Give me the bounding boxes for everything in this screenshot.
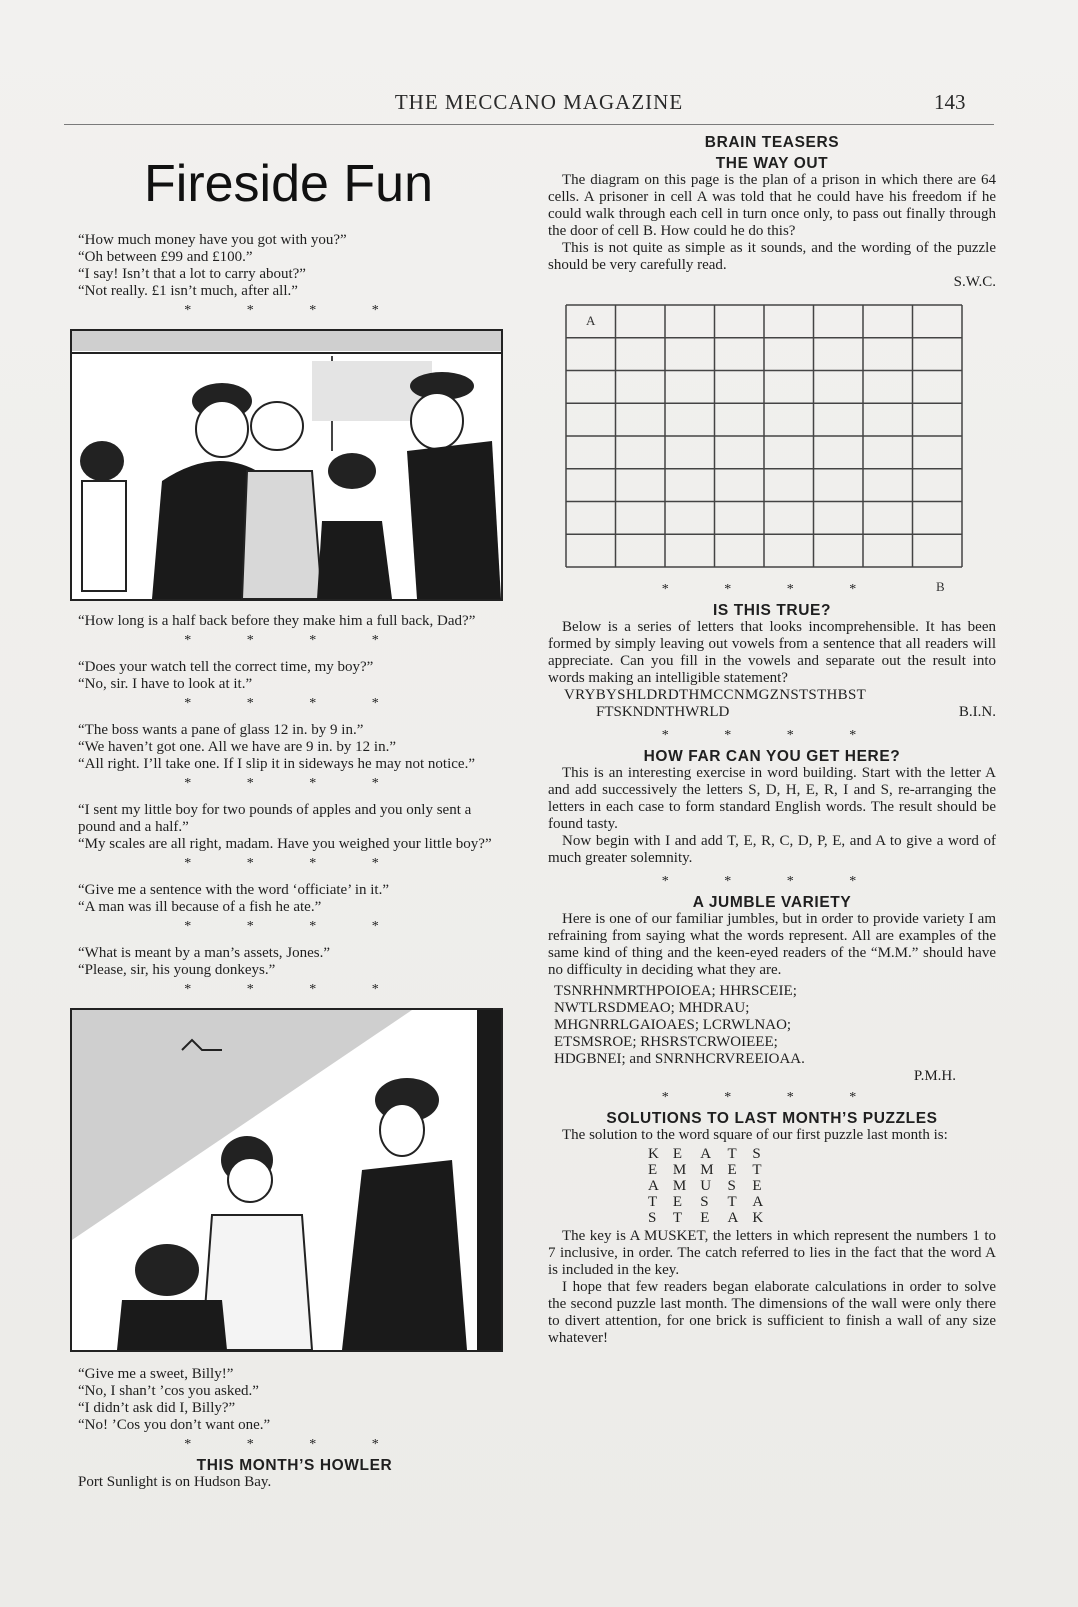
word-square-letter: A: [700, 1146, 712, 1162]
word-square-letter: E: [672, 1194, 683, 1210]
joke-line: “What is meant by a man’s assets, Jones.”: [78, 945, 331, 961]
word-square-letter: M: [672, 1178, 687, 1194]
word-square-letter: T: [648, 1194, 658, 1210]
joke-line: “No, sir. I have to look at it.”: [78, 676, 253, 692]
star-separator: * * * *: [184, 776, 405, 791]
joke-line: “Oh between £99 and £100.”: [78, 249, 253, 265]
brain-teasers-heading: BRAIN TEASERS: [704, 134, 840, 151]
way-out-heading: THE WAY OUT: [715, 155, 829, 172]
joke-line: “Does your watch tell the correct time, my boy?”: [78, 659, 374, 675]
cartoon-boys-sweet: [70, 1008, 503, 1352]
joke-line: “No! ’Cos you don’t want one.”: [78, 1417, 271, 1433]
word-square-letter: T: [727, 1146, 737, 1162]
joke-line: “How much money have you got with you?”: [78, 232, 347, 248]
jumble-line: MHGNRRLGAIOAES; LCRWLNAO;: [554, 1017, 792, 1033]
star-separator: * * * *: [661, 728, 883, 743]
magazine-title: THE MECCANO MAGAZINE: [394, 90, 684, 114]
word-square-letter: S: [727, 1178, 736, 1194]
jumble-line: HDGBNEI; and SNRNHCRVREEIOAA.: [554, 1051, 805, 1067]
jumble-line: TSNRHNMRTHPOIOEA; HHRSCEIE;: [554, 983, 797, 999]
solutions-para-2: I hope that few readers began elaborate calculations in order to solve the second puzzle last month. The dimensions of the wall were only there to divert attention, for one brick is sufficient to finish a wall of any size whatever!: [548, 1279, 996, 1346]
word-square-letter: S: [648, 1210, 657, 1226]
star-separator: * * * *: [184, 856, 405, 871]
joke-line: “I say! Isn’t that a lot to carry about?”: [78, 266, 306, 282]
boys-sweet-illustration: [72, 1010, 501, 1350]
word-square-letter: S: [700, 1194, 709, 1210]
vowelless-line-2-row: [596, 704, 996, 721]
joke-3: [78, 659, 511, 693]
star-separator: * * * *: [661, 874, 883, 889]
header-rule: [64, 124, 994, 125]
word-square-row: [648, 1146, 777, 1162]
joke-line: “My scales are all right, madam. Have you weighed your little boy?”: [78, 836, 492, 852]
joke-line: “No, I shan’t ’cos you asked.”: [78, 1383, 259, 1399]
joke-line: “Not really. £1 isn’t much, after all.”: [78, 283, 298, 299]
word-square-letter: S: [752, 1146, 761, 1162]
cartoon-football-crowd: [70, 329, 503, 601]
is-this-true-heading: IS THIS TRUE?: [712, 602, 832, 619]
jumble-para: Here is one of our familiar jumbles, but in order to provide variety I am refraining from saying what the words represent. All are examples of the same kind of thing and the keen-eyed readers of the “M.M.” should have no difficulty in deciding what they are.: [548, 911, 996, 978]
word-square-letter: M: [700, 1162, 714, 1178]
star-separator: * * * *: [184, 633, 405, 648]
joke-line: “How long is a half back before they make him a full back, Dad?”: [78, 613, 476, 629]
jumble-signature: P.M.H.: [913, 1068, 956, 1084]
joke-5: [78, 802, 511, 853]
word-square-letter: E: [727, 1162, 737, 1178]
joke-7: [78, 945, 511, 979]
word-square-letter: E: [672, 1146, 683, 1162]
joke-line: “I didn’t ask did I, Billy?”: [78, 1400, 236, 1416]
star-separator: * * * *: [184, 1437, 405, 1452]
how-far-para-1: This is an interesting exercise in word building. Start with the letter A and add successively the letters S, D, H, E, R, I and S, re-arranging the letters in each case to form standard English words. The result should be found tasty.: [548, 765, 996, 832]
vowelless-line-1: VRYBYSHLDRDTHMCCNMGZNSTSTHBST: [564, 687, 867, 703]
howler-heading: THIS MONTH’S HOWLER: [196, 1457, 393, 1474]
prison-plan-diagram: [564, 303, 964, 594]
how-far-para-2: Now begin with I and add T, E, R, C, D, P, E, and A to give a word of much greater solemnity.: [548, 833, 996, 866]
joke-line: “I sent my little boy for two pounds of apples and you only sent a pound and a half.”: [78, 802, 472, 835]
jumble-line: ETSMSROE; RHSRSTCRWOIEEE;: [554, 1034, 778, 1050]
star-separator: * * * *: [184, 303, 405, 318]
star-separator: * * * *: [184, 982, 405, 997]
fireside-fun-column: [78, 130, 511, 1491]
star-separator: * * * *: [661, 582, 883, 597]
word-square-row: [648, 1162, 777, 1178]
brain-teasers-column: [548, 134, 996, 1347]
word-square-letter: M: [672, 1162, 687, 1178]
star-separator: * * * *: [184, 919, 405, 934]
word-square-letter: E: [752, 1178, 762, 1194]
vowelless-line-2: FTSKNDNTHWRLD: [596, 704, 730, 720]
joke-2: [78, 613, 511, 630]
word-square-letter: A: [752, 1194, 764, 1210]
joke-4: [78, 722, 511, 773]
word-square-row: [648, 1178, 777, 1194]
solutions-para-1: The key is A MUSKET, the letters in which represent the numbers 1 to 7 inclusive, in order. The catch referred to lies in the fact that the word A is included in the key.: [548, 1228, 996, 1278]
cell-a-label: A: [586, 313, 596, 328]
word-square-letter: T: [727, 1194, 737, 1210]
word-square-letter: U: [700, 1178, 712, 1194]
word-square-letter: T: [752, 1162, 762, 1178]
word-square: [648, 1146, 777, 1226]
joke-line: “Please, sir, his young donkeys.”: [78, 962, 276, 978]
fireside-fun-title: Fireside Fun: [144, 155, 433, 213]
prison-grid: [564, 303, 964, 594]
joke-line: “A man was ill because of a fish he ate.”: [78, 899, 322, 915]
star-separator: * * * *: [184, 696, 405, 711]
cell-b-label: B: [936, 579, 945, 594]
joke-line: “The boss wants a pane of glass 12 in. by 9 in.”: [78, 722, 364, 738]
page-number: 143: [934, 90, 966, 114]
football-crowd-illustration: [72, 331, 501, 599]
word-square-row: [648, 1194, 777, 1210]
joke-1: [78, 232, 511, 300]
joke-line: “Give me a sweet, Billy!”: [78, 1366, 234, 1382]
way-out-para-2: This is not quite as simple as it sounds, and the wording of the puzzle should be very carefully read.: [548, 240, 996, 273]
jumble-lines: [554, 983, 996, 1068]
word-square-letter: A: [727, 1210, 739, 1226]
way-out-signature: S.W.C.: [953, 274, 996, 290]
is-this-true-signature: B.I.N.: [958, 704, 996, 720]
joke-line: “All right. I’ll take one. If I slip it in sideways he may not notice.”: [78, 756, 475, 772]
jumble-line: NWTLRSDMEAO; MHDRAU;: [554, 1000, 750, 1016]
word-square-letter: A: [648, 1178, 659, 1194]
word-square-letter: E: [700, 1210, 710, 1226]
word-square-row: [648, 1210, 777, 1226]
howler-text: Port Sunlight is on Hudson Bay.: [78, 1474, 272, 1490]
how-far-heading: HOW FAR CAN YOU GET HERE?: [643, 748, 901, 765]
word-square-letter: K: [648, 1146, 659, 1162]
solutions-heading: SOLUTIONS TO LAST MONTH’S PUZZLES: [606, 1110, 938, 1127]
word-square-letter: K: [752, 1210, 764, 1226]
joke-line: “Give me a sentence with the word ‘officiate’ in it.”: [78, 882, 389, 898]
is-this-true-para: Below is a series of letters that looks incomprehensible. It has been formed by simply leaving out vowels from a sentence that all readers will appreciate. Can you fill in the vowels and separate out the result into words making an intelligible statement?: [548, 619, 996, 686]
word-square-letter: E: [648, 1162, 658, 1178]
joke-8: [78, 1366, 511, 1434]
joke-line: “We haven’t got one. All we have are 9 in. by 12 in.”: [78, 739, 397, 755]
word-square-letter: T: [672, 1210, 683, 1226]
jumble-heading: A JUMBLE VARIETY: [692, 894, 852, 911]
solutions-intro: The solution to the word square of our first puzzle last month is:: [562, 1127, 948, 1143]
joke-6: [78, 882, 511, 916]
star-separator: * * * *: [661, 1090, 883, 1105]
way-out-para-1: The diagram on this page is the plan of a prison in which there are 64 cells. A prisoner in cell A was told that he could have his freedom if he could walk through each cell in turn once only, to pass out finally through the door of cell B. How could he do this?: [548, 172, 996, 239]
